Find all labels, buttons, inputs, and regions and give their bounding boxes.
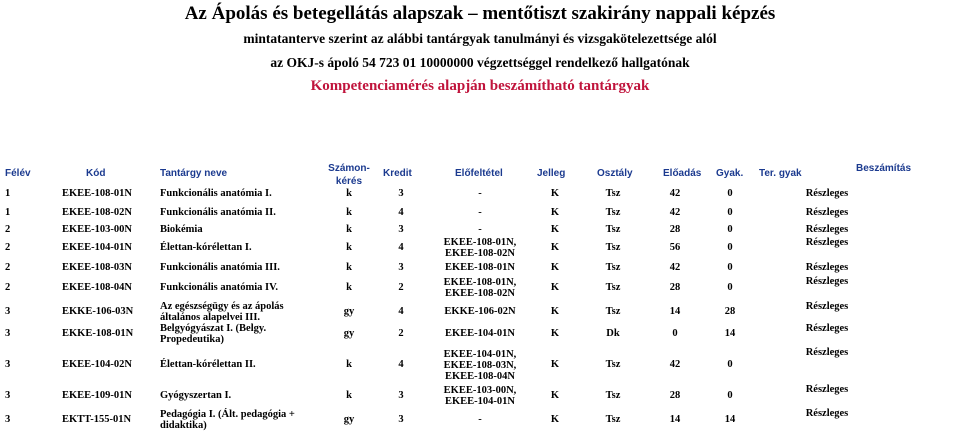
cell-eloadas	[650, 282, 700, 294]
header-szamonkeres-1: Számon-	[328, 163, 370, 174]
cell-elo	[420, 277, 540, 299]
cell-jelleg	[530, 224, 580, 236]
cell-line: 3	[5, 359, 11, 370]
cell-line: k	[346, 359, 352, 370]
cell-jelleg	[530, 188, 580, 200]
cell-line: k	[346, 262, 352, 273]
cell-line: EKEE-104-02N	[62, 359, 133, 370]
cell-szamon	[319, 359, 379, 371]
cell-line: K	[550, 414, 560, 425]
cell-eloadas	[650, 262, 700, 274]
cell-kredit	[376, 242, 426, 254]
cell-szamon	[319, 207, 379, 219]
cell-jelleg	[530, 242, 580, 254]
cell-line: Dk	[606, 328, 620, 339]
cell-besz	[797, 237, 857, 249]
cell-line: 28	[669, 282, 681, 293]
cell-line: Tsz	[605, 306, 621, 317]
cell-line: K	[550, 207, 560, 218]
cell-felev	[5, 207, 25, 219]
cell-line: Tsz	[605, 224, 621, 235]
cell-line: Részleges	[805, 384, 849, 395]
cell-line: 3	[5, 328, 11, 339]
cell-gyak	[708, 328, 752, 340]
cell-kod	[62, 414, 158, 426]
cell-line: 4	[398, 306, 404, 317]
cell-line: Tsz	[605, 390, 621, 401]
cell-line: 14	[724, 414, 736, 425]
cell-line: EKEE-103-00N,	[443, 385, 517, 396]
cell-line: Funkcionális anatómia III.	[160, 262, 280, 273]
cell-line: 4	[398, 242, 404, 253]
cell-line: 14	[669, 414, 681, 425]
cell-jelleg	[530, 328, 580, 340]
cell-elo	[420, 385, 540, 407]
cell-felev	[5, 359, 25, 371]
cell-kredit	[376, 359, 426, 371]
cell-jelleg	[530, 359, 580, 371]
cell-line: 14	[669, 306, 681, 317]
cell-line: EKEE-108-01N,	[443, 237, 517, 248]
cell-kredit	[376, 188, 426, 200]
cell-nev	[160, 409, 325, 431]
cell-line: k	[346, 188, 352, 199]
cell-line: EKEE-108-02N	[444, 248, 515, 259]
cell-line: Tsz	[605, 242, 621, 253]
cell-gyak	[708, 242, 752, 254]
cell-elo	[420, 262, 540, 274]
cell-nev	[160, 359, 325, 371]
cell-line: általános alapelvei III.	[160, 312, 261, 323]
cell-line: gy	[343, 328, 355, 339]
cell-szamon	[319, 390, 379, 402]
cell-line: 0	[727, 224, 733, 235]
header-eloadas: Előadás	[663, 168, 702, 179]
header-kod: Kód	[86, 168, 106, 179]
cell-line: 2	[5, 262, 11, 273]
cell-line: 3	[5, 414, 11, 425]
cell-line: Belgyógyászat I. (Belgy.	[160, 323, 267, 334]
cell-line: EKKE-106-03N	[62, 306, 134, 317]
header-osztaly: Osztály	[597, 168, 633, 179]
cell-besz	[797, 384, 857, 396]
cell-line: Részleges	[805, 262, 849, 273]
header-gyak: Gyak.	[716, 168, 744, 179]
cell-line: K	[550, 242, 560, 253]
cell-line: 3	[5, 306, 11, 317]
cell-besz	[797, 262, 857, 274]
cell-osztaly	[588, 328, 638, 340]
cell-line: 0	[727, 282, 733, 293]
cell-eloadas	[650, 207, 700, 219]
cell-jelleg	[530, 306, 580, 318]
cell-osztaly	[588, 262, 638, 274]
cell-elo	[420, 328, 540, 340]
cell-line: K	[550, 282, 560, 293]
cell-line: 2	[5, 224, 11, 235]
cell-line: 0	[727, 242, 733, 253]
cell-line: 42	[669, 359, 681, 370]
cell-line: Részleges	[805, 237, 849, 248]
cell-kredit	[376, 306, 426, 318]
cell-line: 0	[727, 188, 733, 199]
cell-nev	[160, 301, 325, 323]
cell-gyak	[708, 188, 752, 200]
cell-line: Pedagógia I. (Ált. pedagógia +	[160, 409, 295, 420]
cell-nev	[160, 390, 325, 402]
cell-elo	[420, 224, 540, 236]
cell-jelleg	[530, 414, 580, 426]
cell-line: 3	[398, 414, 404, 425]
subtitle-highlight: Kompetenciamérés alapján beszámítható tantárgyak	[310, 78, 650, 94]
cell-line: didaktika)	[160, 420, 207, 431]
cell-felev	[5, 282, 25, 294]
cell-elo	[420, 188, 540, 200]
cell-line: 3	[398, 390, 404, 401]
cell-line: 2	[5, 282, 11, 293]
cell-line: 2	[398, 282, 404, 293]
cell-line: Tsz	[605, 188, 621, 199]
cell-kod	[62, 224, 158, 236]
cell-kod	[62, 188, 158, 200]
cell-kredit	[376, 224, 426, 236]
cell-line: -	[478, 188, 482, 199]
cell-szamon	[319, 188, 379, 200]
cell-felev	[5, 224, 25, 236]
cell-kod	[62, 306, 158, 318]
cell-osztaly	[588, 188, 638, 200]
cell-kredit	[376, 328, 426, 340]
cell-line: Tsz	[605, 282, 621, 293]
cell-kredit	[376, 414, 426, 426]
cell-osztaly	[588, 224, 638, 236]
cell-line: K	[550, 390, 560, 401]
header-felev: Félév	[5, 168, 31, 179]
cell-line: EKEE-108-03N,	[443, 360, 517, 371]
cell-szamon	[319, 328, 379, 340]
cell-line: 42	[669, 207, 681, 218]
cell-besz	[797, 188, 857, 200]
cell-kod	[62, 262, 158, 274]
cell-line: k	[346, 224, 352, 235]
cell-line: k	[346, 207, 352, 218]
cell-line: Részleges	[805, 301, 849, 312]
cell-jelleg	[530, 390, 580, 402]
cell-line: Biokémia	[160, 224, 203, 235]
cell-line: k	[346, 390, 352, 401]
cell-felev	[5, 328, 25, 340]
cell-line: EKEE-109-01N	[62, 390, 133, 401]
cell-felev	[5, 390, 25, 402]
cell-line: K	[550, 306, 560, 317]
cell-line: Részleges	[805, 323, 849, 334]
cell-line: Tsz	[605, 359, 621, 370]
cell-line: K	[550, 328, 560, 339]
cell-line: 28	[724, 306, 736, 317]
cell-line: EKEE-108-04N	[62, 282, 133, 293]
cell-line: -	[478, 224, 482, 235]
cell-line: EKEE-104-01N	[62, 242, 133, 253]
subtitle-line-2: az OKJ-s ápoló 54 723 01 10000000 végzettséggel rendelkező hallgatónak	[270, 55, 690, 70]
cell-kredit	[376, 282, 426, 294]
cell-gyak	[708, 359, 752, 371]
cell-osztaly	[588, 282, 638, 294]
cell-kod	[62, 390, 158, 402]
cell-line: 42	[669, 262, 681, 273]
cell-szamon	[319, 282, 379, 294]
cell-felev	[5, 414, 25, 426]
cell-line: k	[346, 242, 352, 253]
cell-besz	[797, 408, 857, 420]
cell-gyak	[708, 262, 752, 274]
cell-line: Élettan-kórélettan II.	[160, 359, 256, 370]
cell-line: k	[346, 282, 352, 293]
cell-line: 0	[727, 359, 733, 370]
page-title: Az Ápolás és betegellátás alapszak – mentőtiszt szakirány nappali képzés	[184, 3, 776, 24]
header-elofeltetel: Előfeltétel	[455, 168, 503, 179]
cell-eloadas	[650, 242, 700, 254]
cell-line: 28	[669, 390, 681, 401]
cell-besz	[797, 207, 857, 219]
cell-line: gy	[343, 306, 355, 317]
cell-line: EKEE-104-01N	[444, 396, 515, 407]
cell-line: 1	[5, 188, 11, 199]
cell-line: 1	[5, 207, 11, 218]
cell-line: Az egészségügy és az ápolás	[160, 301, 284, 312]
cell-nev	[160, 207, 325, 219]
cell-gyak	[708, 390, 752, 402]
cell-eloadas	[650, 328, 700, 340]
cell-line: Funkcionális anatómia II.	[160, 207, 276, 218]
cell-line: 0	[727, 262, 733, 273]
header-kredit: Kredit	[383, 168, 412, 179]
cell-elo	[420, 414, 540, 426]
cell-gyak	[708, 414, 752, 426]
cell-felev	[5, 242, 25, 254]
cell-kredit	[376, 390, 426, 402]
cell-gyak	[708, 224, 752, 236]
cell-eloadas	[650, 414, 700, 426]
cell-line: 2	[398, 328, 404, 339]
cell-felev	[5, 306, 25, 318]
cell-line: 3	[5, 390, 11, 401]
cell-line: -	[478, 207, 482, 218]
cell-felev	[5, 262, 25, 274]
cell-nev	[160, 224, 325, 236]
cell-line: K	[550, 188, 560, 199]
cell-kod	[62, 359, 158, 371]
cell-line: EKEE-108-03N	[62, 262, 133, 273]
cell-line: 56	[669, 242, 681, 253]
subtitle-line-1: mintatanterve szerint az alábbi tantárgyak tanulmányi és vizsgakötelezettsége alól	[243, 31, 717, 46]
cell-line: EKKE-108-01N	[62, 328, 134, 339]
cell-line: Részleges	[805, 224, 849, 235]
cell-line: 0	[727, 390, 733, 401]
cell-besz	[797, 347, 857, 359]
cell-szamon	[319, 306, 379, 318]
cell-gyak	[708, 207, 752, 219]
cell-line: 4	[398, 207, 404, 218]
cell-osztaly	[588, 242, 638, 254]
cell-line: -	[478, 414, 482, 425]
cell-kod	[62, 242, 158, 254]
cell-line: Részleges	[805, 207, 849, 218]
cell-nev	[160, 323, 325, 345]
cell-line: Részleges	[805, 188, 849, 199]
cell-nev	[160, 282, 325, 294]
cell-line: 3	[398, 188, 404, 199]
cell-felev	[5, 188, 25, 200]
cell-eloadas	[650, 224, 700, 236]
cell-besz	[797, 224, 857, 236]
cell-line: EKEE-108-04N	[444, 371, 515, 382]
cell-line: 0	[672, 328, 678, 339]
cell-line: 3	[398, 262, 404, 273]
cell-kod	[62, 207, 158, 219]
cell-elo	[420, 349, 540, 382]
cell-szamon	[319, 262, 379, 274]
cell-osztaly	[588, 390, 638, 402]
cell-osztaly	[588, 414, 638, 426]
cell-line: K	[550, 224, 560, 235]
cell-gyak	[708, 282, 752, 294]
cell-szamon	[319, 224, 379, 236]
cell-line: Részleges	[805, 347, 849, 358]
cell-nev	[160, 262, 325, 274]
cell-kredit	[376, 207, 426, 219]
cell-line: EKTT-155-01N	[62, 414, 132, 425]
cell-line: EKEE-108-02N	[62, 207, 133, 218]
cell-line: 28	[669, 224, 681, 235]
cell-line: EKEE-104-01N	[444, 328, 515, 339]
cell-nev	[160, 242, 325, 254]
cell-jelleg	[530, 282, 580, 294]
cell-line: 42	[669, 188, 681, 199]
cell-line: Propedeutika)	[160, 334, 224, 345]
cell-line: 14	[724, 328, 736, 339]
cell-line: 3	[398, 224, 404, 235]
header-jelleg: Jelleg	[537, 168, 566, 179]
cell-line: Tsz	[605, 414, 621, 425]
cell-line: Élettan-kórélettan I.	[160, 242, 252, 253]
cell-line: 2	[5, 242, 11, 253]
cell-line: Funkcionális anatómia I.	[160, 188, 272, 199]
cell-line: 0	[727, 207, 733, 218]
cell-kredit	[376, 262, 426, 274]
cell-line: Részleges	[805, 408, 849, 419]
cell-line: Részleges	[805, 276, 849, 287]
cell-line: EKEE-108-02N	[444, 288, 515, 299]
cell-jelleg	[530, 262, 580, 274]
cell-kod	[62, 328, 158, 340]
cell-jelleg	[530, 207, 580, 219]
cell-line: EKEE-108-01N	[444, 262, 515, 273]
cell-szamon	[319, 414, 379, 426]
cell-line: Tsz	[605, 207, 621, 218]
cell-elo	[420, 207, 540, 219]
header-tantargy-neve: Tantárgy neve	[160, 168, 228, 179]
cell-eloadas	[650, 390, 700, 402]
cell-besz	[797, 276, 857, 288]
cell-eloadas	[650, 188, 700, 200]
cell-line: Tsz	[605, 262, 621, 273]
cell-osztaly	[588, 359, 638, 371]
cell-line: Funkcionális anatómia IV.	[160, 282, 278, 293]
header-ter-gyak: Ter. gyak	[759, 168, 802, 179]
header-beszamitas: Beszámítás	[856, 163, 912, 174]
cell-line: 4	[398, 359, 404, 370]
cell-elo	[420, 237, 540, 259]
cell-line: K	[550, 359, 560, 370]
cell-osztaly	[588, 207, 638, 219]
cell-eloadas	[650, 359, 700, 371]
cell-gyak	[708, 306, 752, 318]
cell-osztaly	[588, 306, 638, 318]
cell-nev	[160, 188, 325, 200]
cell-line: EKKE-106-02N	[444, 306, 516, 317]
cell-line: EKEE-108-01N	[62, 188, 133, 199]
cell-line: gy	[343, 414, 355, 425]
cell-besz	[797, 323, 857, 335]
header-szamonkeres-2: kérés	[335, 176, 363, 187]
cell-kod	[62, 282, 158, 294]
cell-elo	[420, 306, 540, 318]
cell-szamon	[319, 242, 379, 254]
cell-line: EKEE-108-01N,	[443, 277, 517, 288]
cell-line: EKEE-104-01N,	[443, 349, 517, 360]
cell-line: K	[550, 262, 560, 273]
cell-eloadas	[650, 306, 700, 318]
cell-besz	[797, 301, 857, 313]
cell-line: EKEE-103-00N	[62, 224, 133, 235]
cell-line: Gyógyszertan I.	[160, 390, 232, 401]
